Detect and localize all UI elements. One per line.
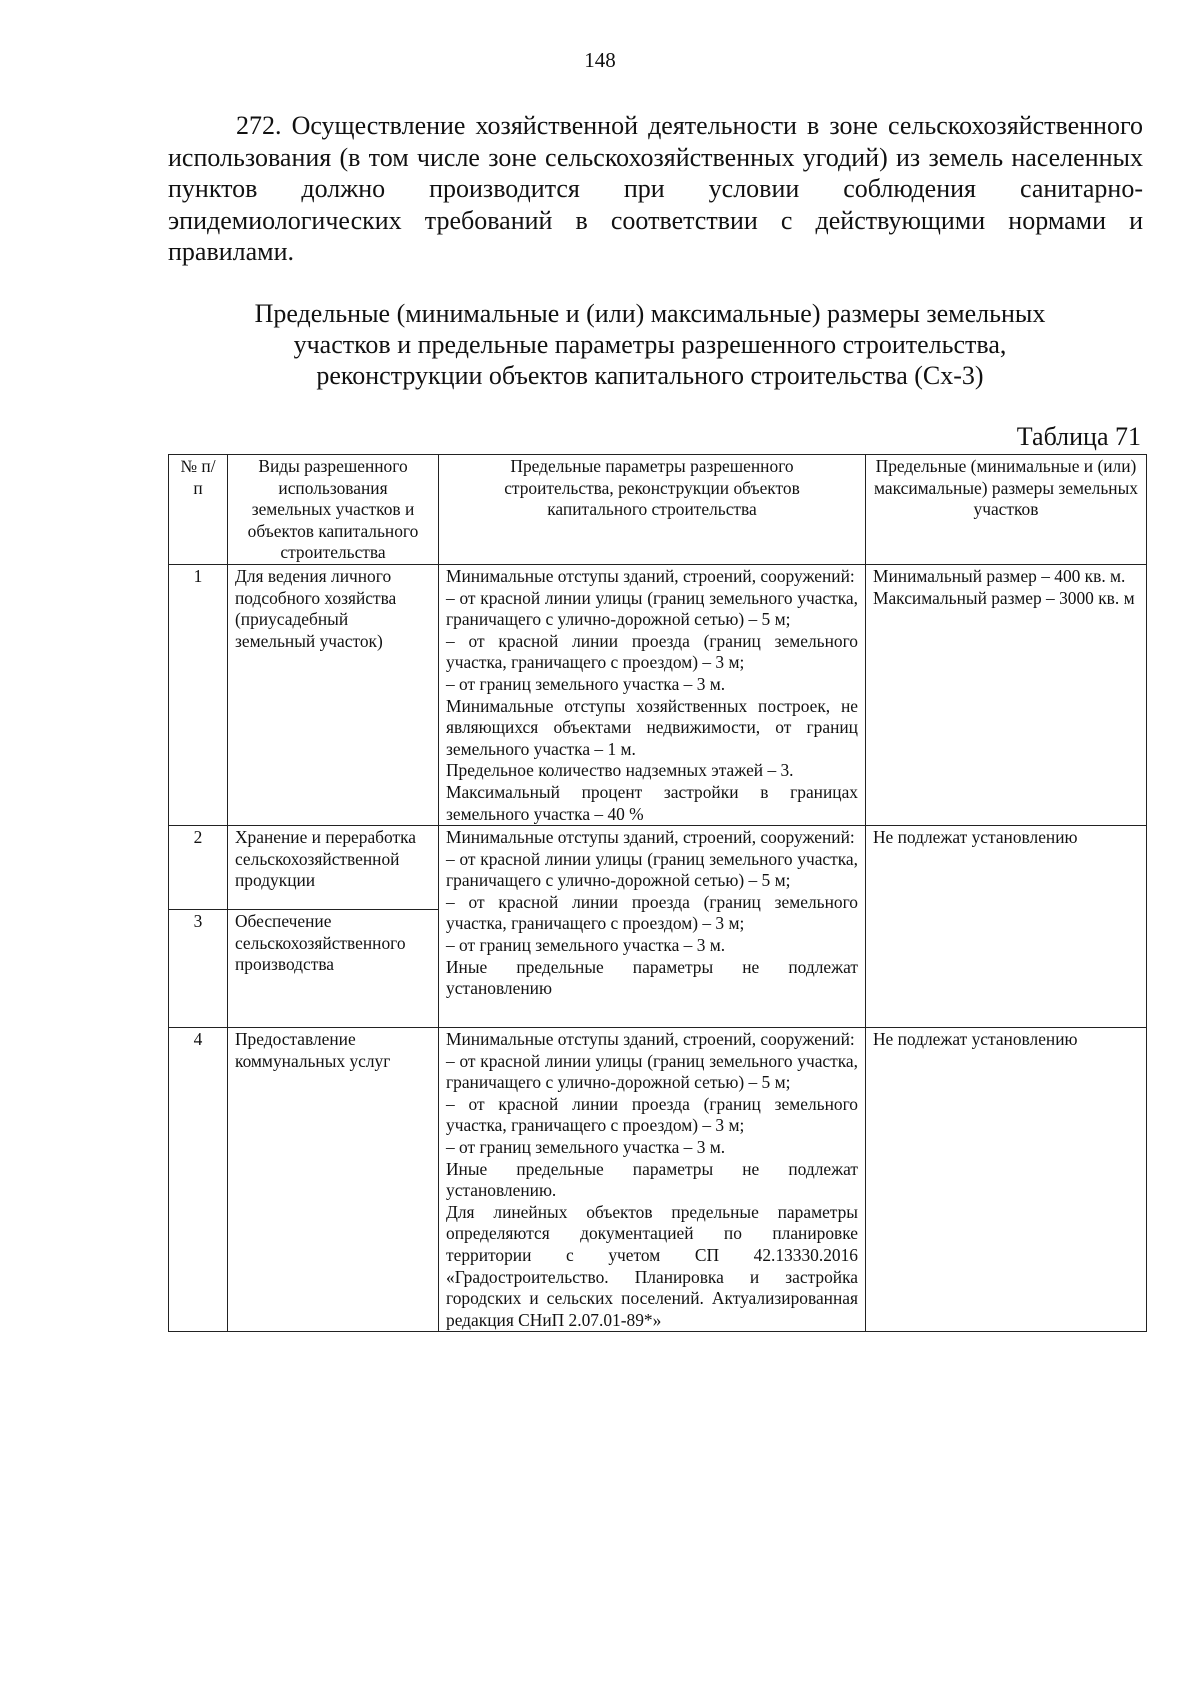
row-sizes: Не подлежат установлению: [866, 826, 1147, 1028]
heading-line-2: участков и предельные параметры разрешенного строительства,: [293, 330, 1007, 359]
row-num: 1: [169, 564, 228, 825]
header-params: Предельные параметры разрешенного строительства, реконструкции объектов капитального строительства: [439, 455, 866, 565]
row-sizes: Минимальный размер – 400 кв. м. Максимальный размер – 3000 кв. м: [866, 564, 1147, 825]
row-params: Минимальные отступы зданий, строений, сооружений: – от красной линии улицы (границ земельного участка, граничащего с улично-дорожной сетью) – 5 м; – от красной линии проезда (границ земельного участка, граничащего с проездом) – 3 м; – от границ земельного участка – 3 м. Иные предельные параметры не подлежат установлению. Для линейных объектов предельные параметры определяются документацией по планировке территории с учетом СП 42.13330.2016 «Градостроительство. Планировка и застройка городских и сельских поселений. Актуализированная редакция СНиП 2.07.01-89*»: [439, 1028, 866, 1332]
row-use-type: Хранение и переработка сельскохозяйственной продукции: [228, 826, 439, 910]
row-num: 4: [169, 1028, 228, 1332]
section-heading: [150, 298, 1150, 391]
row-params: Минимальные отступы зданий, строений, сооружений: – от красной линии улицы (границ земельного участка, граничащего с улично-дорожной сетью) – 5 м; – от красной линии проезда (границ земельного участка, граничащего с проездом) – 3 м; – от границ земельного участка – 3 м. Иные предельные параметры не подлежат установлению: [439, 826, 866, 1028]
row-use-type: Для ведения личного подсобного хозяйства (приусадебный земельный участок): [228, 564, 439, 825]
page-number: 148: [584, 48, 616, 72]
header-sizes: Предельные (минимальные и (или) максимальные) размеры земельных участков: [866, 455, 1147, 565]
heading-line-1: Предельные (минимальные и (или) максимальные) размеры земельных: [254, 299, 1046, 328]
row-num: 3: [169, 910, 228, 1028]
row-use-type: Обеспечение сельскохозяйственного производства: [228, 910, 439, 1028]
paragraph-272: 272. Осуществление хозяйственной деятельности в зоне сельскохозяйственного использования (в том числе зоне сельскохозяйственных угодий) из земель населенных пунктов должно производится при условии соблюдения санитарно-эпидемиологических требований в соответствии с действующими нормами и правилами.: [168, 111, 1143, 266]
table-header-row: [169, 455, 1147, 565]
header-use-type: Виды разрешенного использования земельных участков и объектов капитального строительства: [228, 455, 439, 565]
table-label: Таблица 71: [1016, 422, 1141, 451]
header-num: № п/п: [169, 455, 228, 565]
table-row: [169, 826, 1147, 910]
row-use-type: Предоставление коммунальных услуг: [228, 1028, 439, 1332]
row-params: Минимальные отступы зданий, строений, сооружений: – от красной линии улицы (границ земельного участка, граничащего с улично-дорожной сетью) – 5 м; – от красной линии проезда (границ земельного участка, граничащего с проездом) – 3 м; – от границ земельного участка – 3 м. Минимальные отступы хозяйственных построек, не являющихся объектами недвижимости, от границ земельного участка – 1 м. Предельное количество надземных этажей – 3. Максимальный процент застройки в границах земельного участка – 40 %: [439, 564, 866, 825]
row-num: 2: [169, 826, 228, 910]
zoning-parameters-table: [168, 454, 1147, 1332]
table-row: [169, 1028, 1147, 1332]
table-row: [169, 564, 1147, 825]
heading-line-3: реконструкции объектов капитального строительства (Сх-3): [316, 361, 984, 390]
row-sizes: Не подлежат установлению: [866, 1028, 1147, 1332]
